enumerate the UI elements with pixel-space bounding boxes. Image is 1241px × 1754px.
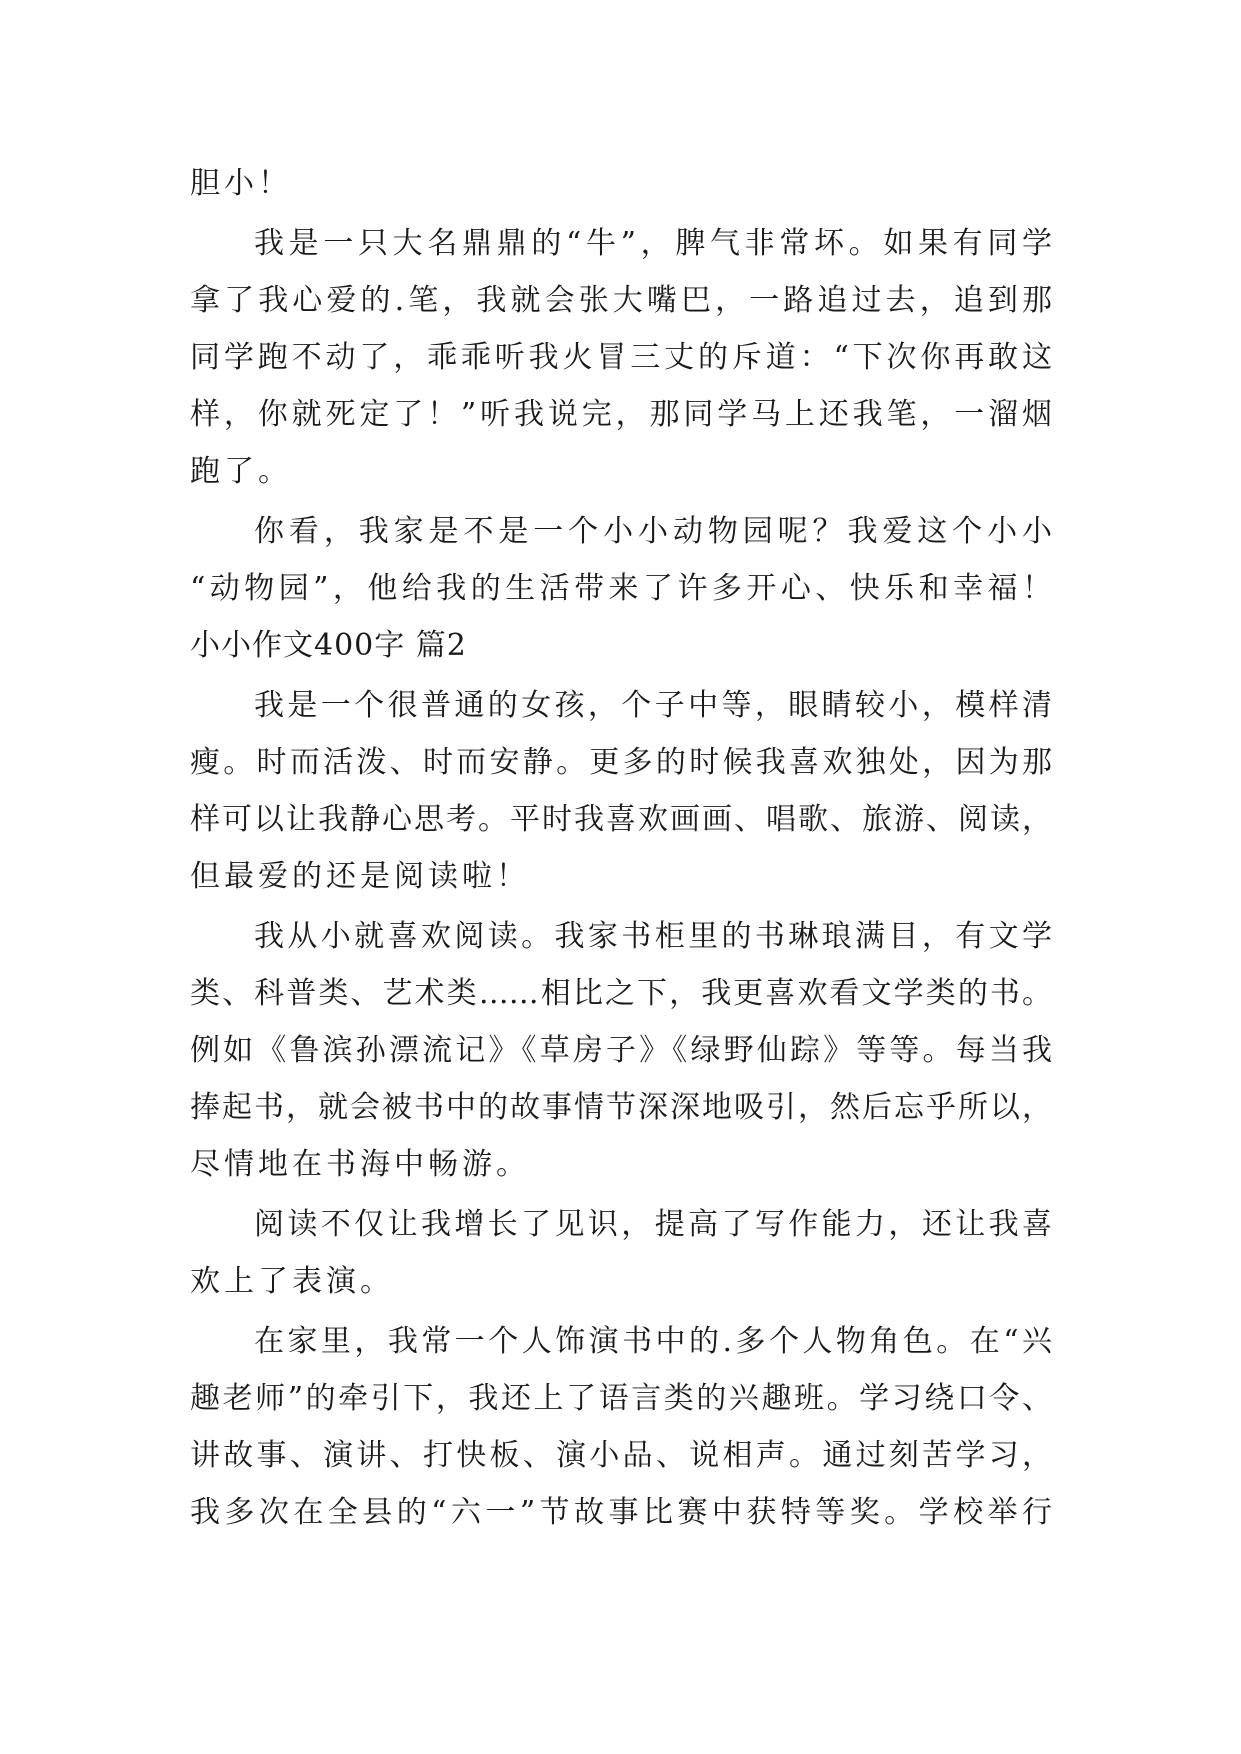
text-line: 我是一个很普通的女孩，个子中等，眼睛较小，模样清	[254, 688, 1052, 723]
text-line: 瘦。时而活泼、时而安静。更多的时候我喜欢独处，因为那	[190, 745, 1052, 780]
text-line: 你看，我家是不是一个小小动物园呢？我爱这个小小	[254, 514, 1052, 549]
text-line: 趣老师”的牵引下，我还上了语言类的兴趣班。学习绕口令、	[190, 1381, 1052, 1416]
text-line: 在家里，我常一个人饰演书中的.多个人物角色。在“兴	[254, 1324, 1052, 1359]
text-line: 我是一只大名鼎鼎的“牛”，脾气非常坏。如果有同学	[254, 226, 1052, 261]
text-line: 例如《鲁滨孙漂流记》《草房子》《绿野仙踪》等等。每当我	[190, 1033, 1052, 1068]
text-line: 尽情地在书海中畅游。	[190, 1147, 530, 1182]
text-line: “动物园”，他给我的生活带来了许多开心、快乐和幸福！	[190, 571, 1052, 606]
text-line: 类、科普类、艺术类……相比之下，我更喜欢看文学类的书。	[190, 976, 1052, 1011]
text-line: 我从小就喜欢阅读。我家书柜里的书琳琅满目，有文学	[254, 919, 1052, 954]
section-heading: 小小作文400字 篇2	[190, 628, 467, 663]
text-line: 胆小！	[190, 166, 292, 201]
text-line: 样可以让我静心思考。平时我喜欢画画、唱歌、旅游、阅读，	[190, 802, 1052, 837]
text-line: 我多次在全县的“六一”节故事比赛中获特等奖。学校举行	[190, 1495, 1052, 1530]
text-line: 但最爱的还是阅读啦！	[190, 859, 530, 894]
text-line: 讲故事、演讲、打快板、演小品、说相声。通过刻苦学习，	[190, 1438, 1052, 1473]
text-line: 跑了。	[190, 454, 292, 489]
text-line: 欢上了表演。	[190, 1264, 394, 1299]
text-line: 样，你就死定了！”听我说完，那同学马上还我笔，一溜烟	[190, 397, 1052, 432]
text-line: 拿了我心爱的.笔，我就会张大嘴巴，一路追过去，追到那	[190, 283, 1052, 318]
text-line: 阅读不仅让我增长了见识，提高了写作能力，还让我喜	[254, 1207, 1052, 1242]
text-line: 捧起书，就会被书中的故事情节深深地吸引，然后忘乎所以，	[190, 1090, 1052, 1125]
text-line: 同学跑不动了，乖乖听我火冒三丈的斥道：“下次你再敢这	[190, 340, 1052, 375]
